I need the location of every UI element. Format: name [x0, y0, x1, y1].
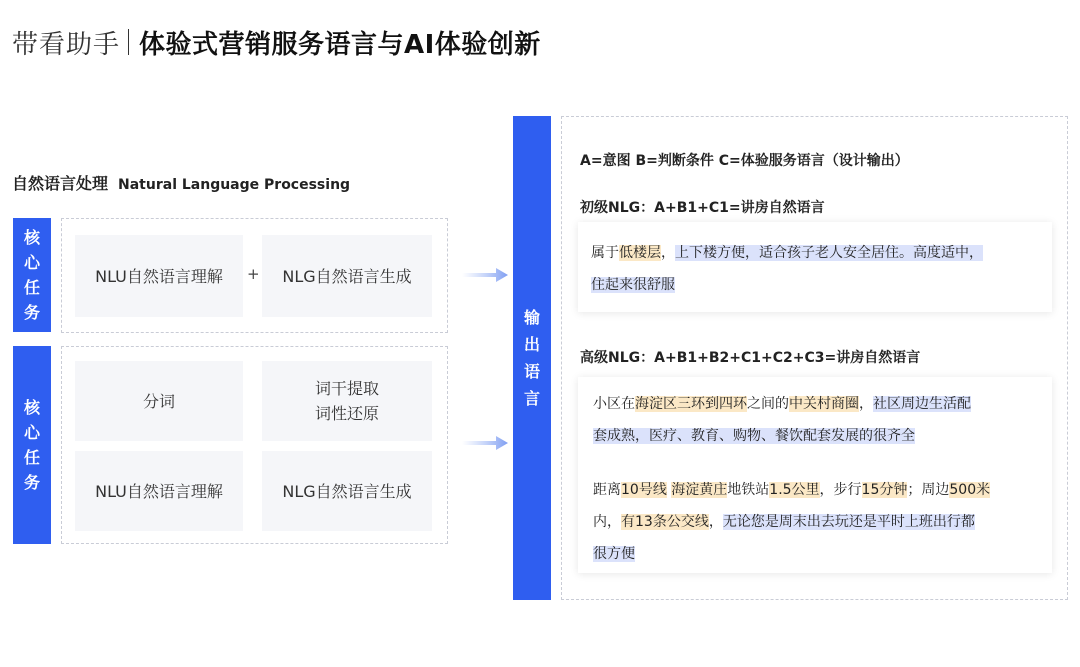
highlight-segment: 低楼层: [619, 245, 661, 261]
highlight-segment: 套成熟，医疗、教育、购物、餐饮配套发展的很齐全: [593, 428, 915, 444]
nlu-cell-2: [75, 451, 243, 531]
tokenize-cell: [75, 361, 243, 441]
nlu-cell: [75, 235, 243, 317]
highlight-segment: 10号线: [621, 482, 667, 498]
nlg-label: NLG自然语言生成: [282, 266, 412, 286]
nlp-section-title: [12, 171, 350, 194]
highlight-segment: 1.5公里: [769, 482, 820, 498]
stemming-cell: [262, 361, 432, 441]
highlight-segment: 社区周边生活配: [873, 396, 971, 412]
tab-char: 任: [23, 278, 40, 297]
tab-char: 心: [23, 423, 40, 442]
output-char: 言: [523, 389, 540, 408]
highlight-segment: 海淀黄庄: [671, 482, 728, 498]
core-task-tab-1: [13, 218, 51, 332]
highlight-segment: 500米: [949, 482, 991, 498]
nlg-cell-2: [262, 451, 432, 531]
highlight-segment: 上下楼方便，适合孩子老人安全居住。高度适中，: [675, 245, 983, 261]
nlp-title-cn: 自然语言处理: [12, 174, 109, 193]
tab-char: 核: [23, 398, 40, 417]
text-segment: 之间的: [747, 396, 789, 412]
stemming-label: 词干提取: [314, 379, 379, 398]
highlight-segment: 无论您是周末出去玩还是平时上班出行都: [722, 514, 975, 530]
text-segment: ；周边: [907, 482, 950, 498]
text-segment: ，: [859, 396, 873, 412]
basic-nlg-card: [578, 222, 1052, 312]
output-char: 出: [523, 335, 540, 354]
text-segment: ，: [661, 245, 675, 261]
tab-char: 务: [23, 303, 40, 322]
highlight-segment: 中关村商圈: [789, 396, 859, 412]
core-task-tab-2: [13, 346, 51, 544]
header-title-bold: 体验式营销服务语言与AI体验创新: [139, 29, 541, 60]
highlight-segment: 15分钟: [861, 482, 908, 498]
lemmatization-label: 词性还原: [314, 404, 379, 423]
nlg-cell: [262, 235, 432, 317]
advanced-nlg-title: 高级NLG：A+B1+B2+C1+C2+C3=讲房自然语言: [580, 350, 921, 366]
nlu-label: NLU自然语言理解: [95, 266, 223, 286]
tab-char: 务: [23, 473, 40, 492]
arrow-right-icon: [462, 434, 508, 452]
text-segment: 距离: [593, 482, 621, 498]
highlight-segment: 很方便: [593, 546, 635, 562]
page-header: [12, 24, 541, 60]
highlight-segment: 有13条公交线: [621, 514, 709, 530]
tab-char: 任: [23, 448, 40, 467]
nlu-label-2: NLU自然语言理解: [95, 481, 223, 501]
tab-char: 核: [23, 228, 40, 247]
text-segment: 内，: [593, 514, 621, 530]
basic-nlg-title: 初级NLG：A+B1+C1=讲房自然语言: [580, 200, 825, 216]
text-segment: 地铁站: [727, 482, 770, 498]
text-segment: 属于: [591, 245, 619, 261]
legend-line: A=意图 B=判断条件 C=体验服务语言（设计输出）: [580, 153, 909, 169]
nlg-label-2: NLG自然语言生成: [282, 481, 412, 501]
tab-char: 心: [23, 253, 40, 272]
advanced-nlg-card: [578, 377, 1052, 573]
advanced-nlg-para-1: [593, 388, 1038, 452]
arrow-right-icon: [462, 266, 508, 284]
nlp-title-en: Natural Language Processing: [118, 177, 351, 193]
header-divider: [128, 29, 129, 55]
text-segment: ，: [708, 514, 723, 530]
basic-nlg-text: [591, 237, 1038, 301]
tokenize-label: 分词: [142, 391, 175, 411]
highlight-segment: 海淀区三环到四环: [635, 396, 747, 412]
plus-sign: +: [247, 265, 260, 283]
output-char: 语: [523, 362, 540, 381]
text-segment: 小区在: [593, 396, 635, 412]
highlight-segment: 住起来很舒服: [591, 277, 675, 293]
advanced-nlg-para-2: [593, 474, 1038, 570]
output-language-bar: [513, 116, 551, 600]
output-char: 输: [523, 308, 540, 327]
text-segment: ，步行: [819, 482, 862, 498]
header-title-light: 带看助手: [12, 29, 121, 60]
